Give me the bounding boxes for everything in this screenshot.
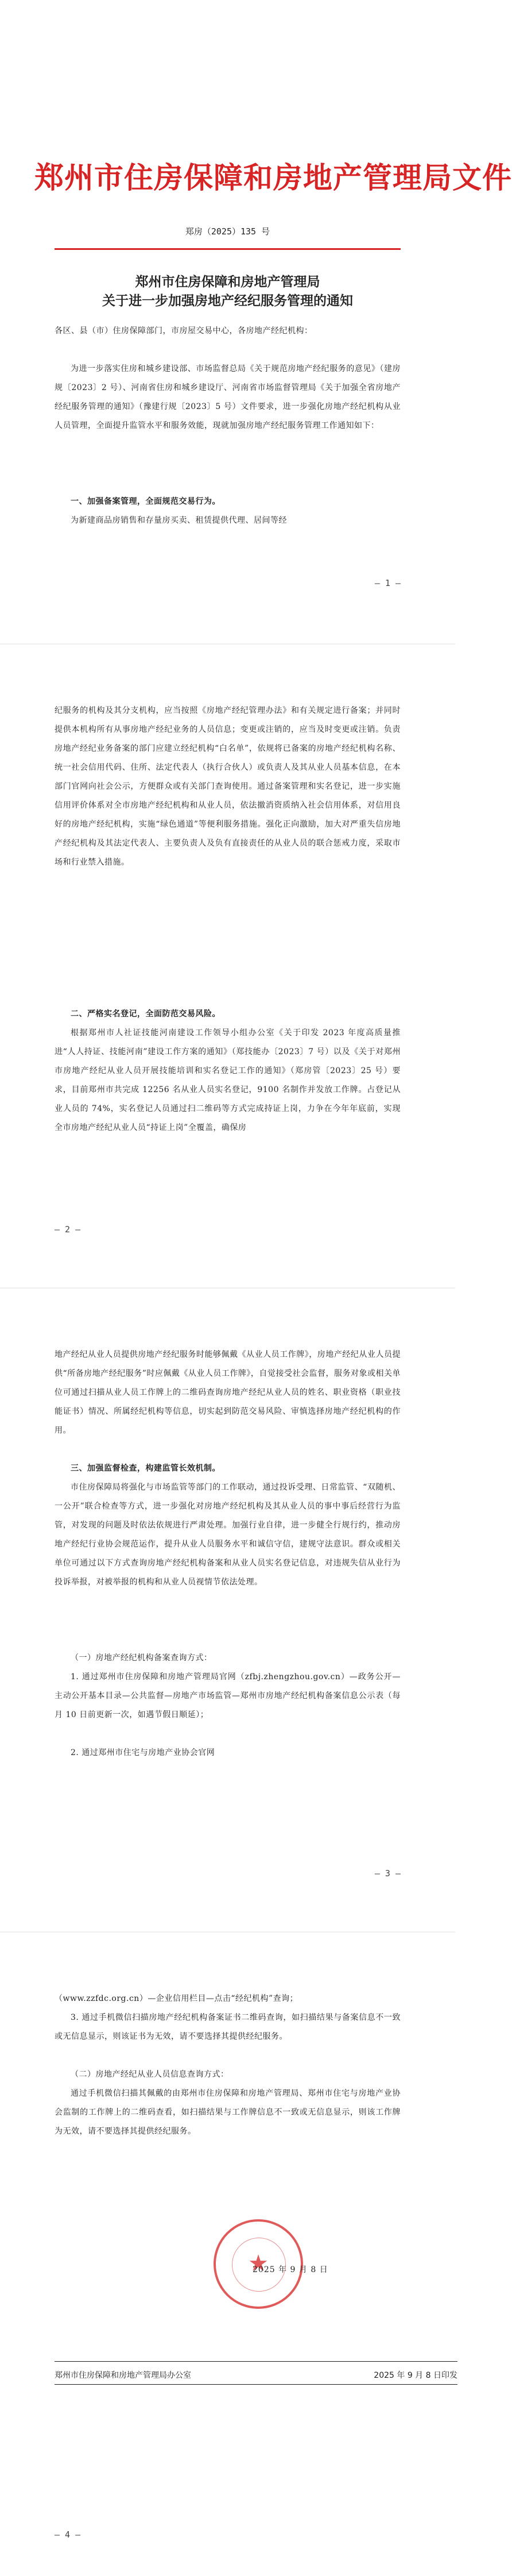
official-seal: ★ [214, 2219, 303, 2309]
subsection-2-heading: （二）房地产经纪从业人员信息查询方式： [71, 2070, 229, 2079]
section-2-paragraph-start: 根据郑州市人社证技能河南建设工作领导小组办公室《关于印发 2023 年度高质量推进“人人持证、技能河南”建设工作方案的通知》（郑技能办〔2023〕7 号）以及《关于对郑州市房地产经纪从业人员开展技能培训和实名登记工作的通知》（郑房管〔2023〕25 号）要求，目前郑州市共完成 12256 名从业人员实名登记，9100 名制作并发放工作牌。占登记从业人员的 74%，实名登记人员通过扫二维码等方式完成持证上岗，力争在今年年底前，实现全市房地产经纪从业人员“持证上岗”全覆盖，确保房 [55, 1028, 401, 1132]
addressee: 各区、县（市）住房保障部门，市房屋交易中心，各房地产经纪机构： [55, 326, 313, 336]
subsection-1-item-2: 2. 通过郑州市住宅与房地产业协会官网 [71, 1748, 215, 1757]
subsection-1-item-3: 3. 通过手机微信扫描房地产经纪机构备案证书二维码查询，如扫描结果与备案信息不一致或无信息显示，则该证书为无效，请不要选择其提供经纪服务。 [55, 2013, 401, 2041]
subsection-1-item-2-cont: （www.zzfdc.org.cn）—企业信用栏目—点击“经纪机构”查询； [55, 1994, 298, 2003]
page-separator [0, 1287, 455, 1289]
section-1-heading: 一、加强备案管理，全面规范交易行为。 [71, 497, 220, 506]
intro-paragraph: 为进一步落实住房和城乡建设部、市场监督总局《关于规范房地产经纪服务的意见》（建房规〔2023〕2 号）、河南省住房和城乡建设厅、河南省市场监督管理局《关于加强全省房地产经纪服务管理的通知》（豫建行规〔2023〕5 号）文件要求，进一步强化房地产经纪机构从业人员管理，全面提升监管水平和服务效能，现就加强房地产经纪服务管理工作通知如下： [55, 364, 401, 430]
section-3-heading: 三、加强监督检查，构建监管长效机制。 [71, 1464, 220, 1473]
footer-issue-date: 2025 年 9 月 8 日印发 [374, 2371, 457, 2380]
page-4: （www.zzfdc.org.cn）—企业信用栏目—点击“经纪机构”查询； 3. 通过手机微信扫描房地产经纪机构备案证书二维码查询，如扫描结果与备案信息不一致或无信息显示，则该证书为无效，请不要选择其提供经纪服务。 （二）房地产经纪从业人员信息查询方式： 通过手机微信扫描其佩戴的由郑州市住房保障和房地产管理局、郑州市住宅与房地产业协会监制的工作牌上的二维码查看，如扫描结果与工作牌信息不一致或无信息显示，则该工作牌为无效，请不要选择其提供经纪服务。 — 4 — [0, 1932, 455, 2576]
footer-rule-bottom [55, 2384, 457, 2385]
notice-title-line1: 郑州市住房保障和房地产管理局 [135, 275, 320, 290]
footer-rule-top [55, 2361, 457, 2362]
section-2-heading: 二、严格实名登记，全面防范交易风险。 [71, 1009, 220, 1019]
page-1: 郑州市住房保障和房地产管理局文件 郑房（2025）135 号 郑州市住房保障和房地产管理局 关于进一步加强房地产经纪服务管理的通知 各区、县（市）住房保障部门，市房屋交易中心，各房地产经纪机构： 为进一步落实住房和城乡建设部、市场监督总局《关于规范房地产经纪服务的意见》（建房规〔2023〕2 号）、河南省住房和城乡建设厅、河南省市场监督管理局《关于加强全省房地产经纪服务管理的通知》（豫建行规〔2023〕5 号）文件要求，进一步强化房地产经纪机构从业人员管理，全面提升监管水平和服务效能，现就加强房地产经纪服务管理工作通知如下： 一、加强备案管理，全面规范交易行为。 为新建商品房销售和存量房买卖、租赁提供代理、居间等经 — 1 — [0, 0, 455, 644]
red-divider [55, 248, 401, 250]
page-separator [0, 1931, 455, 1933]
section-3-paragraph: 市住房保障局将强化与市场监管等部门的工作联动，通过投诉受理、日常监管、“双随机、一公开”联合检查等方式，进一步强化对房地产经纪机构及其从业人员的事中事后经营行为监管，对发现的问题及时依法依规进行严肃处理。加强行业自律，进一步健全行规行约，推动房地产经纪行业协会规范运作，提升从业人员服务水平和诚信守信，建规守法意识。群众或相关单位可通过以下方式查询房地产经纪机构备案和从业人员实名登记信息，对违规失信从业行为投诉举报，对被举报的机构和从业人员视情节依法处理。 [55, 1483, 401, 1587]
page-2: 纪服务的机构及其分支机构，应当按照《房地产经纪管理办法》和有关规定进行备案；并同时提供本机构所有从事房地产经纪业务的人员信息；变更或注销的，应当及时变更或注销。负责房地产经纪业务备案的部门应建立经纪机构“白名单”，依规将已备案的房地产经纪机构名称、统一社会信用代码、住所、法定代表人（执行合伙人）或负责人及其从业人员基本信息，在本部门官网向社会公示，方便群众或有关部门查询使用。通过备案管理和实名登记，进一步实施信用评价体系对全市房地产经纪机构和从业人员，依法撤消资质纳入社会信用体系，对信用良好的房地产经纪机构，实施“绿色通道”等便利服务措施。强化正向激励，加大对严重失信房地产经纪机构及其法定代表人、主要负责人及负有直接责任的从业人员的联合惩戒力度，采取市场和行业禁入措施。 二、严格实名登记，全面防范交易风险。 根据郑州市人社证技能河南建设工作领导小组办公室《关于印发 2023 年度高质量推进“人人持证、技能河南”建设工作方案的通知》（郑技能办〔2023〕7 号）以及《关于对郑州市房地产经纪从业人员开展技能培训和实名登记工作的通知》（郑房管〔2023〕25 号）要求，目前郑州市共完成 12256 名从业人员实名登记，9100 名制作并发放工作牌。占登记从业人员的 74%，实名登记人员通过扫二维码等方式完成持证上岗，力争在今年年底前，实现全市房地产经纪从业人员“持证上岗”全覆盖，确保房 — 2 — [0, 644, 455, 1288]
agency-title: 郑州市住房保障和房地产管理局文件 [34, 161, 512, 195]
page-separator [0, 643, 455, 645]
page-3: 地产经纪从业人员提供房地产经纪服务时能够佩戴《从业人员工作牌》，房地产经纪从业人员提供“所备房地产经纪服务”时应佩戴《从业人员工作牌》，自觉接受社会监督，服务对象或相关单位可通过扫描从业人员工作牌上的二维码查询房地产经纪从业人员的姓名、职业资格（职业技能证书）情况、所属经纪机构等信息，切实起到防范交易风险、审慎选择房地产经纪机构的作用。 三、加强监督检查，构建监管长效机制。 市住房保障局将强化与市场监管等部门的工作联动，通过投诉受理、日常监管、“双随机、一公开”联合检查等方式，进一步强化对房地产经纪机构及其从业人员的事中事后经营行为监管，对发现的问题及时依法依规进行严肃处理。加强行业自律，进一步健全行规行约，推动房地产经纪行业协会规范运作，提升从业人员服务水平和诚信守信，建规守法意识。群众或相关单位可通过以下方式查询房地产经纪机构备案和从业人员实名登记信息，对违规失信从业行为投诉举报，对被举报的机构和从业人员视情节依法处理。 （一）房地产经纪机构备案查询方式： 1. 通过郑州市住房保障和房地产管理局官网（zfbj.zhengzhou.gov.cn）—政务公开—主动公开基本目录—公共监督—房地产市场监管—郑州市房地产经纪机构备案信息公示表（每月 10 日前更新一次，如遇节假日顺延）； 2. 通过郑州市住宅与房地产业协会官网 — 3 — [0, 1288, 455, 1932]
section-1-paragraph-start: 为新建商品房销售和存量房买卖、租赁提供代理、居间等经 [71, 516, 287, 525]
notice-title-line2: 关于进一步加强房地产经纪服务管理的通知 [102, 294, 353, 308]
section-2-paragraph-cont: 地产经纪从业人员提供房地产经纪服务时能够佩戴《从业人员工作牌》，房地产经纪从业人员提供“所备房地产经纪服务”时应佩戴《从业人员工作牌》，自觉接受社会监督，服务对象或相关单位可通过扫描从业人员工作牌上的二维码查询房地产经纪从业人员的姓名、职业资格（职业技能证书）情况、所属经纪机构等信息，切实起到防范交易风险、审慎选择房地产经纪机构的作用。 [55, 1350, 401, 1435]
footer-issuer: 郑州市住房保障和房地产管理局办公室 [55, 2371, 191, 2380]
subsection-1-heading: （一）房地产经纪机构备案查询方式： [71, 1653, 212, 1663]
signing-date: 2025 年 9 月 8 日 [253, 2265, 328, 2274]
subsection-2-paragraph: 通过手机微信扫描其佩戴的由郑州市住房保障和房地产管理局、郑州市住宅与房地产业协会监制的工作牌上的二维码查看，如扫描结果与工作牌信息不一致或无信息显示，则该工作牌为无效，请不要选择其提供经纪服务。 [55, 2089, 401, 2136]
doc-number: 郑房（2025）135 号 [185, 226, 270, 237]
section-1-paragraph-cont: 纪服务的机构及其分支机构，应当按照《房地产经纪管理办法》和有关规定进行备案；并同时提供本机构所有从事房地产经纪业务的人员信息；变更或注销的，应当及时变更或注销。负责房地产经纪业务备案的部门应建立经纪机构“白名单”，依规将已备案的房地产经纪机构名称、统一社会信用代码、住所、法定代表人（执行合伙人）或负责人及其从业人员基本信息，在本部门官网向社会公示，方便群众或有关部门查询使用。通过备案管理和实名登记，进一步实施信用评价体系对全市房地产经纪机构和从业人员，依法撤消资质纳入社会信用体系，对信用良好的房地产经纪机构，实施“绿色通道”等便利服务措施。强化正向激励，加大对严重失信房地产经纪机构及其法定代表人、主要负责人及负有直接责任的从业人员的联合惩戒力度，采取市场和行业禁入措施。 [55, 706, 401, 867]
subsection-1-item-1: 1. 通过郑州市住房保障和房地产管理局官网（zfbj.zhengzhou.gov.cn）—政务公开—主动公开基本目录—公共监督—房地产市场监管—郑州市房地产经纪机构备案信息公示表（每月 10 日前更新一次，如遇节假日顺延）； [55, 1672, 401, 1719]
